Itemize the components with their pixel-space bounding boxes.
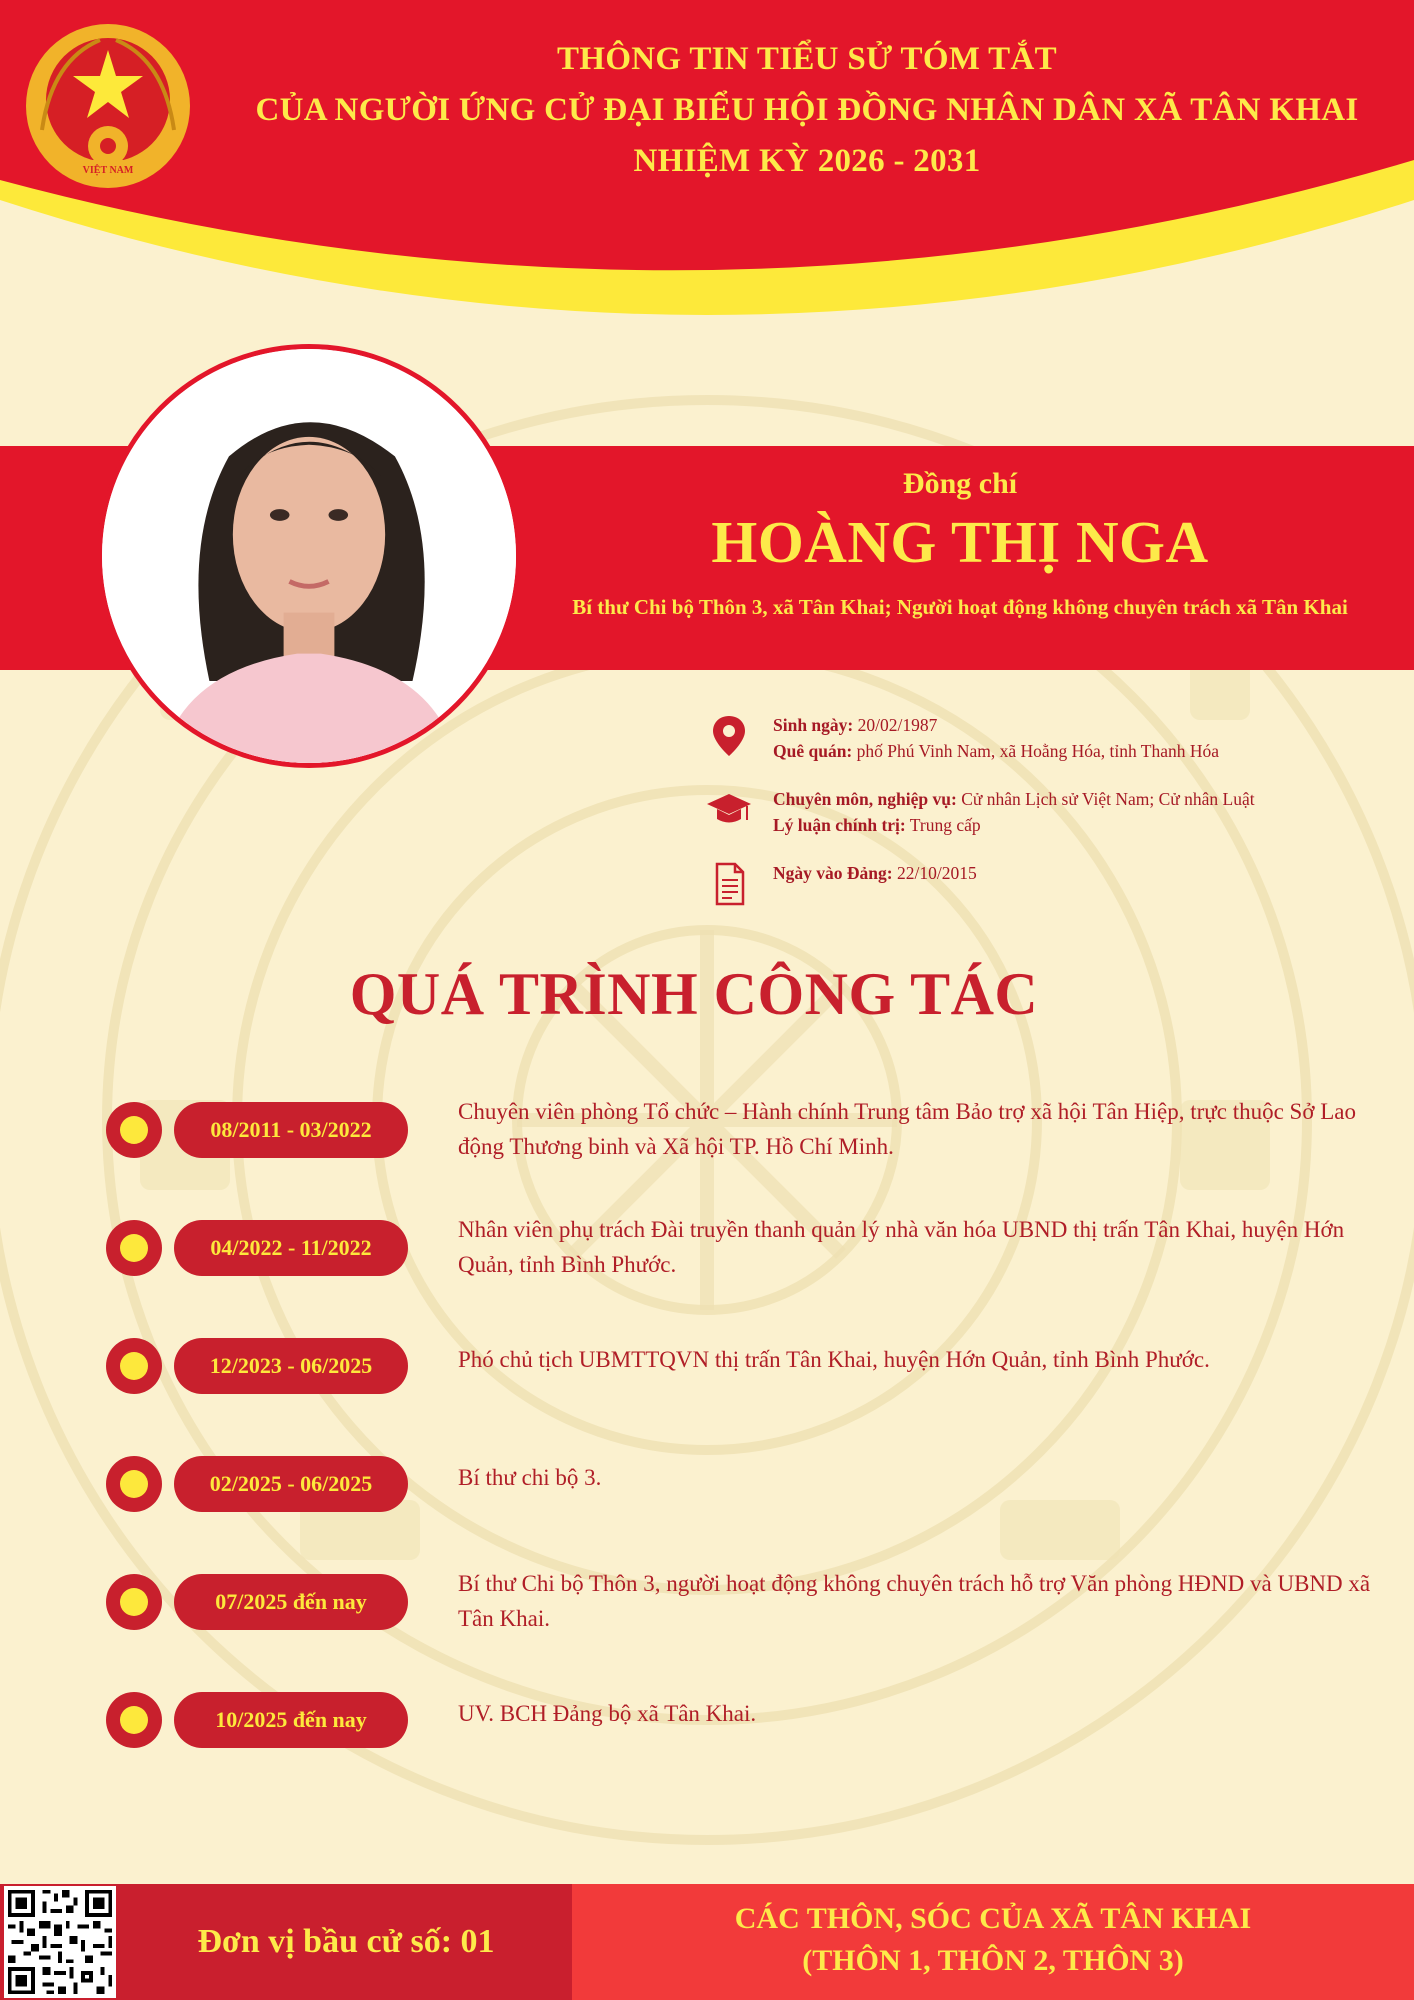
timeline-item: [106, 1218, 1386, 1278]
qr-code[interactable]: [4, 1886, 116, 1998]
info-group-birth: [705, 712, 1385, 764]
timeline-bullet-icon: [106, 1456, 162, 1512]
timeline-description: Chuyên viên phòng Tổ chức – Hành chính Trung tâm Bảo trợ xã hội Tân Hiệp, trực thuộc Sở Lao động Thương binh và Xã hội TP. Hồ Chí Minh.: [458, 1099, 1356, 1159]
personal-info: [705, 712, 1385, 908]
timeline-description: UV. BCH Đảng bộ xã Tân Khai.: [458, 1701, 757, 1726]
candidate-salutation: Đồng chí: [902, 467, 1018, 500]
political-theory-label: Lý luận chính trị:: [773, 815, 906, 835]
expertise-label: Chuyên môn, nghiệp vụ:: [773, 789, 957, 809]
election-unit: Đơn vị bầu cử số: 01: [197, 1923, 495, 1960]
timeline-item: [106, 1690, 1386, 1750]
party-join-label: Ngày vào Đảng:: [773, 863, 893, 883]
election-area-line-2: (THÔN 1, THÔN 2, THÔN 3): [802, 1944, 1184, 1977]
election-area-line-1: CÁC THÔN, SÓC CỦA XÃ TÂN KHAI: [734, 1902, 1252, 1935]
timeline-period: 08/2011 - 03/2022: [174, 1102, 408, 1158]
svg-text:VIỆT NAM: VIỆT NAM: [82, 165, 134, 176]
work-history-title: QUÁ TRÌNH CÔNG TÁC: [349, 961, 1039, 1027]
document-icon: [705, 860, 753, 908]
timeline-period: 04/2022 - 11/2022: [174, 1220, 408, 1276]
national-emblem: [22, 20, 194, 192]
candidate-portrait: [97, 344, 521, 768]
location-pin-icon: [705, 712, 753, 760]
timeline-item: [106, 1100, 1386, 1160]
hometown-label: Quê quán:: [773, 741, 853, 761]
timeline-bullet-icon: [106, 1574, 162, 1630]
timeline-bullet-icon: [106, 1102, 162, 1158]
timeline-description: Bí thư Chi bộ Thôn 3, người hoạt động không chuyên trách hỗ trợ Văn phòng HĐND và UBND xã Tân Khai.: [458, 1571, 1371, 1631]
qr-code-image: [4, 1886, 116, 1998]
timeline-item: [106, 1572, 1386, 1632]
election-area: [572, 1898, 1414, 1982]
candidate-name: HOÀNG THỊ NGA: [711, 509, 1209, 575]
timeline-description: Phó chủ tịch UBMTTQVN thị trấn Tân Khai, huyện Hớn Quản, tỉnh Bình Phước.: [458, 1347, 1210, 1372]
header-title: [200, 34, 1414, 187]
birth-date-value: 20/02/1987: [853, 715, 938, 735]
header-title-line-3: NHIỆM KỲ 2026 - 2031: [633, 143, 981, 179]
hometown-value: phố Phú Vinh Nam, xã Hoằng Hóa, tỉnh Thanh Hóa: [852, 741, 1219, 761]
timeline-description: Bí thư chi bộ 3.: [458, 1465, 602, 1490]
party-join-date: [773, 860, 1385, 886]
timeline-period: 12/2023 - 06/2025: [174, 1338, 408, 1394]
candidate-heading: [540, 466, 1380, 623]
timeline-period: 02/2025 - 06/2025: [174, 1456, 408, 1512]
timeline-item: [106, 1336, 1386, 1396]
political-theory: [773, 812, 1385, 838]
candidate-photo-placeholder: [102, 349, 516, 763]
birth-date-label: Sinh ngày:: [773, 715, 854, 735]
timeline-bullet-icon: [106, 1692, 162, 1748]
timeline-description: Nhân viên phụ trách Đài truyền thanh quản lý nhà văn hóa UBND thị trấn Tân Khai, huyện Hớn Quản, tỉnh Bình Phước.: [458, 1217, 1345, 1277]
party-join-value: 22/10/2015: [892, 863, 977, 883]
political-theory-value: Trung cấp: [905, 815, 981, 835]
timeline-item: [106, 1454, 1386, 1514]
candidate-position: Bí thư Chi bộ Thôn 3, xã Tân Khai; Người hoạt động không chuyên trách xã Tân Khai: [572, 595, 1348, 619]
header-title-line-1: THÔNG TIN TIỂU SỬ TÓM TẮT: [557, 41, 1057, 77]
graduation-cap-icon: [705, 786, 753, 834]
header-title-line-2: CỦA NGƯỜI ỨNG CỬ ĐẠI BIỂU HỘI ĐỒNG NHÂN DÂN XÃ TÂN KHAI: [255, 92, 1359, 128]
info-group-education: [705, 786, 1385, 838]
timeline-bullet-icon: [106, 1220, 162, 1276]
expertise: [773, 786, 1385, 812]
timeline-period: 07/2025 đến nay: [174, 1574, 408, 1630]
hometown: [773, 738, 1385, 764]
expertise-value: Cử nhân Lịch sử Việt Nam; Cử nhân Luật: [956, 789, 1255, 809]
timeline-bullet-icon: [106, 1338, 162, 1394]
timeline-period: 10/2025 đến nay: [174, 1692, 408, 1748]
birth-date: [773, 712, 1385, 738]
info-group-party: [705, 860, 1385, 886]
